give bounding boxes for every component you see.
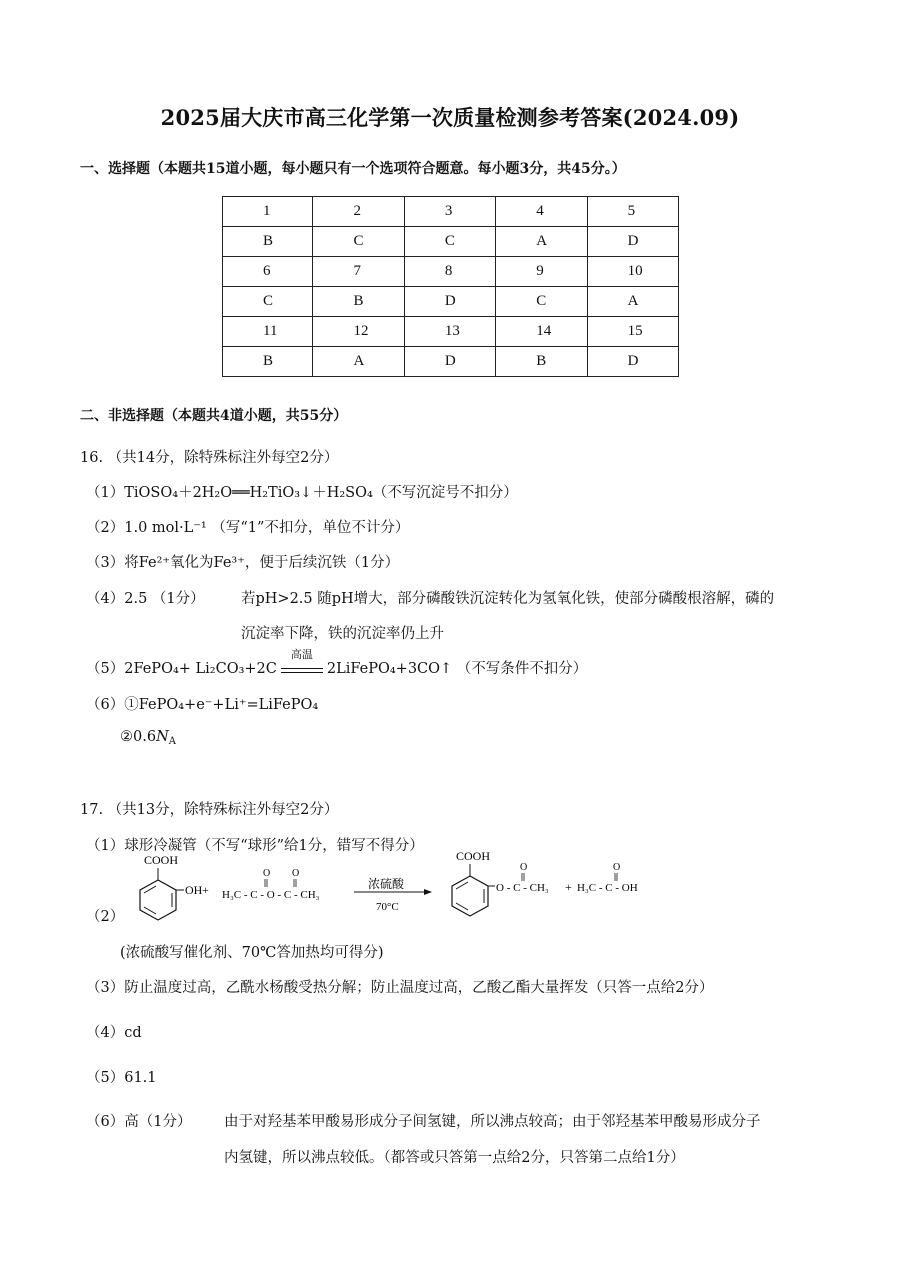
question-number-cell: 10 bbox=[587, 257, 678, 287]
q16-a2-label: （2） bbox=[86, 520, 125, 536]
q16-answer-3 bbox=[86, 551, 399, 572]
section1-heading: 一、选择题（本题共15道小题，每小题只有一个选项符合题意。每小题3分，共45分。） bbox=[80, 161, 626, 177]
q16-a6-label: （6） bbox=[86, 697, 125, 713]
cooh-label-2: COOH bbox=[456, 849, 491, 863]
q17-a2-label: （2） bbox=[86, 909, 125, 925]
q16-answer-4-label bbox=[86, 587, 205, 608]
answer-cell: C bbox=[313, 227, 404, 257]
answer-cell: C bbox=[404, 227, 495, 257]
carbonyl-o-2: O bbox=[292, 868, 300, 879]
plus-sign-2: + bbox=[565, 880, 572, 894]
answer-cell: B bbox=[223, 227, 313, 257]
catalyst-label: 浓硫酸 bbox=[368, 877, 405, 891]
q17-answer-3 bbox=[86, 976, 713, 997]
question-number-cell: 1 bbox=[223, 197, 313, 227]
arrow-head-icon bbox=[424, 889, 432, 895]
q16-a3-text: 将Fe²⁺氧化为Fe³⁺，便于后续沉铁（1分） bbox=[124, 555, 400, 571]
answer-cell: A bbox=[496, 227, 587, 257]
avogadro-sub: A bbox=[168, 736, 176, 747]
question-number-cell: 2 bbox=[313, 197, 404, 227]
question-number-cell: 14 bbox=[496, 317, 587, 347]
q17-a6-text2: 内氢键，所以沸点较低。（都答或只答第一点给2分，只答第二点给1分） bbox=[224, 1150, 685, 1166]
question-number-cell: 12 bbox=[313, 317, 404, 347]
question-number-cell: 4 bbox=[496, 197, 587, 227]
answer-cell: C bbox=[496, 287, 587, 317]
cooh-label-1: COOH bbox=[144, 853, 179, 867]
benzene-ring-icon bbox=[140, 880, 176, 920]
q17-a3-label: （3） bbox=[86, 980, 125, 996]
q16-a1-text: TiOSO₄＋2H₂O══H₂TiO₃↓＋H₂SO₄（不写沉淀号不扣分） bbox=[124, 485, 518, 501]
q17-answer-4 bbox=[86, 1021, 142, 1042]
answer-table bbox=[222, 196, 679, 377]
section2-heading: 二、非选择题（本题共4道小题，共55分） bbox=[80, 408, 348, 424]
answer-cell: A bbox=[587, 287, 678, 317]
question-number-cell: 6 bbox=[223, 257, 313, 287]
answer-cell: D bbox=[587, 227, 678, 257]
carbonyl-o-3: O bbox=[520, 862, 528, 873]
avogadro-n: N bbox=[156, 729, 169, 745]
reaction-condition bbox=[281, 648, 323, 673]
question-number-cell: 9 bbox=[496, 257, 587, 287]
answer-cell: B bbox=[496, 347, 587, 377]
q16-a1-label: （1） bbox=[86, 485, 125, 501]
q17-a6-label: （6） bbox=[86, 1114, 125, 1130]
answer-cell: A bbox=[313, 347, 404, 377]
answer-cell: D bbox=[587, 347, 678, 377]
q16-a6-part2 bbox=[120, 729, 176, 747]
answer-cell: B bbox=[223, 347, 313, 377]
q17-answer-6-label bbox=[86, 1110, 191, 1131]
q17-a5-label: （5） bbox=[86, 1070, 125, 1086]
q17-a4-text: cd bbox=[124, 1025, 142, 1041]
q17-a6-value: 高（1分） bbox=[124, 1114, 192, 1130]
answer-cell: D bbox=[404, 347, 495, 377]
question-number-cell: 5 bbox=[587, 197, 678, 227]
q17-a6-text1: 由于对羟基苯甲酸易形成分子间氢键，所以沸点较高；由于邻羟基苯甲酸易形成分子 bbox=[224, 1114, 761, 1130]
q17-heading: 17. （共13分，除特殊标注外每空2分） bbox=[80, 802, 339, 818]
question-number-cell: 3 bbox=[404, 197, 495, 227]
q16-heading: 16. （共14分，除特殊标注外每空2分） bbox=[80, 450, 339, 466]
anhydride-formula: H₃C - C - O - C - CH₃ bbox=[222, 889, 320, 901]
oh-label: OH bbox=[185, 883, 203, 897]
q17-a5-text: 61.1 bbox=[124, 1070, 157, 1086]
q16-a5-right: 2LiFePO₄+3CO↑ （不写条件不扣分） bbox=[326, 661, 588, 677]
q16-a4-label: （4） bbox=[86, 591, 125, 607]
q16-answer-6 bbox=[86, 693, 318, 714]
q16-a5-left: 2FePO₄+ Li₂CO₃+2C bbox=[124, 661, 277, 677]
q17-a2-note: (浓硫酸写催化剂、70℃答加热均可得分) bbox=[120, 945, 384, 961]
q17-a1-text: 球形冷凝管（不写“球形”给1分，错写不得分） bbox=[124, 838, 424, 854]
table-row bbox=[223, 257, 679, 287]
q17-answer-5 bbox=[86, 1066, 157, 1087]
carbonyl-o-1: O bbox=[263, 868, 271, 879]
table-row bbox=[223, 317, 679, 347]
reaction-equation-figure bbox=[118, 848, 678, 930]
question-number-cell: 8 bbox=[404, 257, 495, 287]
answer-cell: D bbox=[404, 287, 495, 317]
question-number-cell: 15 bbox=[587, 317, 678, 347]
answer-cell: C bbox=[223, 287, 313, 317]
table-row bbox=[223, 347, 679, 377]
q16-a4-value: 2.5 （1分） bbox=[124, 591, 205, 607]
q16-a6-text2: ②0.6 bbox=[120, 729, 157, 745]
table-row bbox=[223, 227, 679, 257]
question-number-cell: 13 bbox=[404, 317, 495, 347]
carbonyl-o-4: O bbox=[613, 862, 621, 873]
question-number-cell: 7 bbox=[313, 257, 404, 287]
ester-formula: O - C - CH₃ bbox=[496, 882, 549, 894]
q17-a3-text: 防止温度过高，乙酰水杨酸受热分解；防止温度过高，乙酸乙酯大量挥发（只答一点给2分） bbox=[124, 980, 714, 996]
table-row bbox=[223, 197, 679, 227]
q16-answer-1 bbox=[86, 481, 518, 502]
temperature-label: 70°C bbox=[376, 901, 399, 913]
question-number-cell: 11 bbox=[223, 317, 313, 347]
acetic-acid-formula: H₃C - C - OH bbox=[577, 882, 638, 894]
q17-a1-label: （1） bbox=[86, 838, 125, 854]
q17-a4-label: （4） bbox=[86, 1025, 125, 1041]
q16-a5-label: （5） bbox=[86, 661, 125, 677]
q16-a6-text1: ①FePO₄+e⁻+Li⁺=LiFePO₄ bbox=[124, 697, 319, 713]
page-title: 2025届大庆市高三化学第一次质量检测参考答案(2024.09) bbox=[160, 105, 740, 130]
answer-cell: B bbox=[313, 287, 404, 317]
table-row bbox=[223, 287, 679, 317]
q16-a4-text1: 若pH>2.5 随pH增大，部分磷酸铁沉淀转化为氢氧化铁，使部分磷酸根溶解，磷的 bbox=[241, 591, 775, 607]
equals-sign-icon bbox=[281, 668, 323, 673]
q16-a2-text: 1.0 mol·L⁻¹ （写“1”不扣分，单位不计分） bbox=[124, 520, 410, 536]
q16-a3-label: （3） bbox=[86, 555, 125, 571]
benzene-ring-icon bbox=[452, 876, 488, 916]
condition-label: 高温 bbox=[290, 648, 313, 661]
q16-answer-2 bbox=[86, 516, 409, 537]
q16-a4-text2: 沉淀率下降，铁的沉淀率仍上升 bbox=[241, 626, 444, 642]
q16-answer-5 bbox=[86, 648, 588, 678]
plus-sign-1: + bbox=[202, 883, 209, 897]
